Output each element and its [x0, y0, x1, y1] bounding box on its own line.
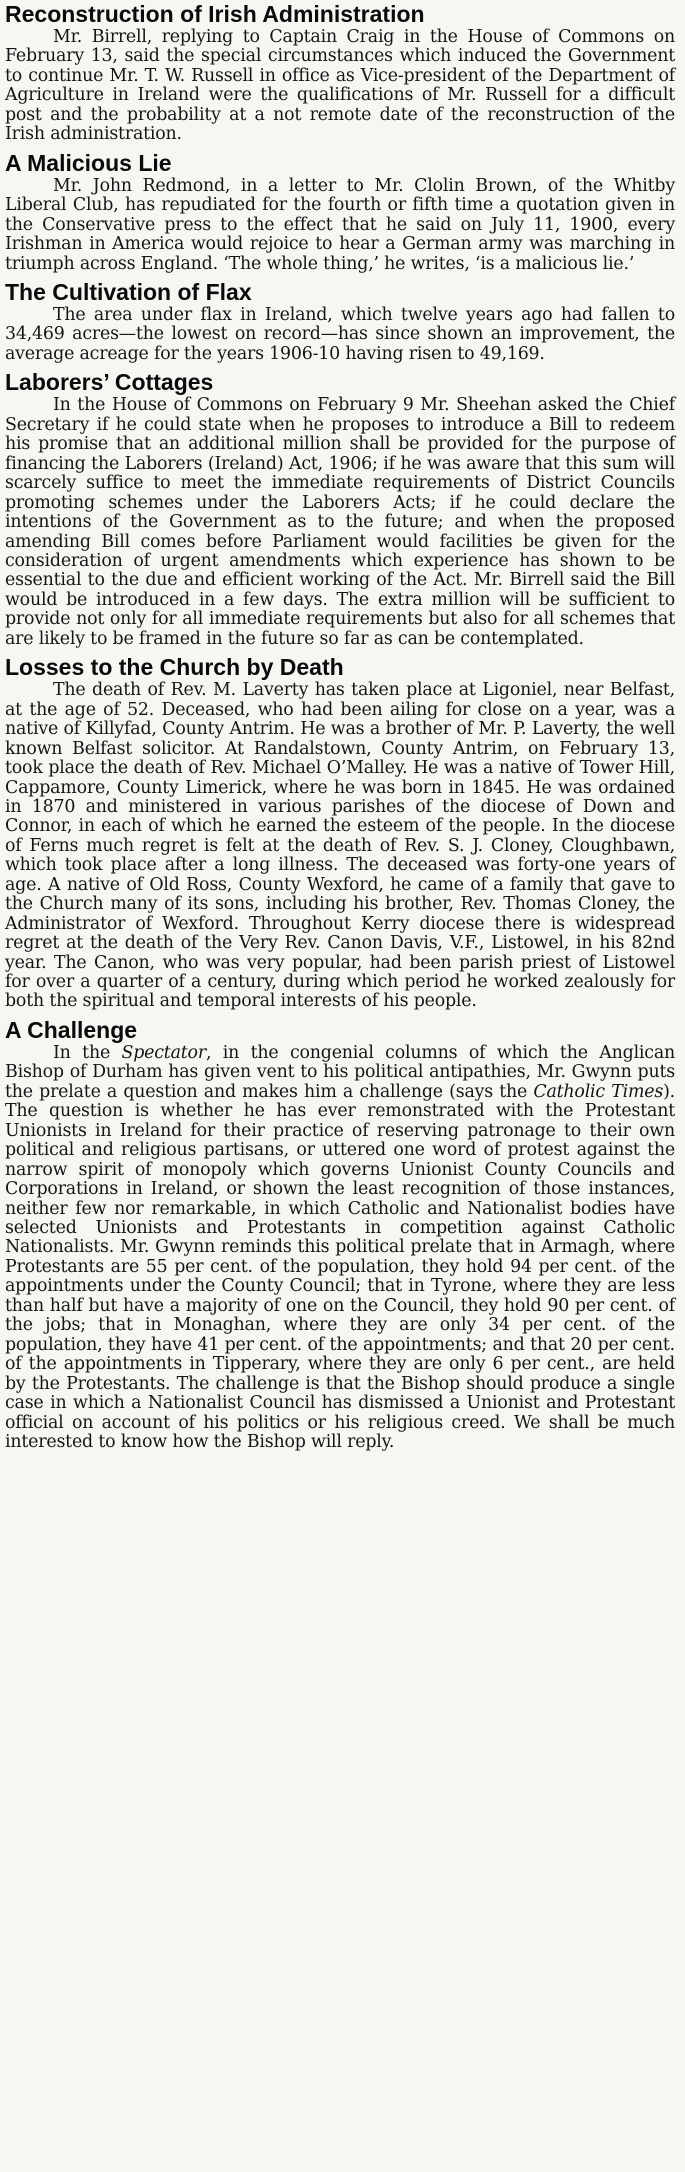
article-paragraph: Mr. Birrell, replying to Captain Craig in the House of Commons on February 13, said the special circumstances which induced the Government to continue Mr. T. W. Russell in office as Vice-president of the Department of Agriculture in Ireland were the qualifications of Mr. Russell for a difficult post and the probability at a not remote date of the reconstruction of the Irish administration.: [5, 27, 675, 145]
publication-name-spectator: Spectator: [121, 1042, 206, 1063]
paragraph-text: ). The question is whether he has ever remonstrated with the Protestant Unionists in Ireland for their practice of reserving patronage to their own political and religious partisans, or uttered one word of protest against the narrow spirit of monopoly which governs Unionist County Councils and Corporations in Ireland, or shown the least recognition of those instances, neither few nor remarkable, in which Catholic and Nationalist bodies have selected Unionists and Protestants in competition against Catholic Nationalists. Mr. Gwynn reminds this political prelate that in Armagh, where Protestants are 55 per cent. of the population, they hold 94 per cent. of the appointments under the County Council; that in Tyrone, where they are less than half but have a majority of one on the Council, they hold 90 per cent. of the jobs; that in Monaghan, where they are only 34 per cent. of the population, they have 41 per cent. of the appointments; and that 20 per cent. of the appointments in Tipperary, where they are only 6 per cent., are held by the Protestants. The challenge is that the Bishop should produce a single case in which a Nationalist Council has dismissed a Unionist and Protestant official on account of his politics or his religious creed. We shall be much interested to know how the Bishop will reply.: [5, 1081, 676, 1452]
article-losses-to-the-church-by-death: [5, 653, 675, 1012]
article-a-malicious-lie: [5, 149, 675, 274]
article-heading: A Challenge: [5, 1016, 138, 1043]
article-the-cultivation-of-flax: [5, 278, 675, 364]
paragraph-text: In the: [53, 1042, 122, 1063]
article-heading: Losses to the Church by Death: [5, 654, 344, 681]
article-heading: The Cultivation of Flax: [5, 278, 252, 305]
article-laborers-cottages: [5, 368, 675, 649]
article-paragraph: In the House of Commons on February 9 Mr. Sheehan asked the Chief Secretary if he could state when he proposes to introduce a Bill to redeem his promise that an additional million shall be provided for the purpose of financing the Laborers (Ireland) Act, 1906; if he was aware that this sum will scarcely suffice to meet the immediate requirements of District Councils promoting schemes under the Laborers Acts; if he could declare the intentions of the Government as to the future; and when the proposed amending Bill comes before Parliament would facilities be given for the consideration of urgent amendments which experience has shown to be essential to the due and efficient working of the Act. Mr. Birrell said the Bill would be introduced in a few days. The extra million will be sufficient to provide not only for all immediate requirements but also for all schemes that are likely to be framed in the future so far as can be contemplated.: [5, 395, 675, 649]
article-heading: Laborers’ Cottages: [5, 369, 214, 396]
article-a-challenge: [5, 1016, 675, 1453]
article-reconstruction-of-irish-administration: [5, 0, 675, 145]
publication-name-catholic-times: Catholic Times: [533, 1081, 664, 1102]
article-paragraph: [5, 1044, 675, 1453]
article-heading: Reconstruction of Irish Administration: [5, 1, 425, 27]
paragraph-text: , in the congenial columns of which the Anglican Bishop of Durham has given vent to his political antipathies, Mr. Gwynn puts the prelate a question and makes him a challenge (says the: [5, 1042, 675, 1102]
article-heading: A Malicious Lie: [5, 149, 172, 176]
article-paragraph: The area under flax in Ireland, which twelve years ago had fallen to 34,469 acres—the lowest on record—has since shown an improvement, the average acreage for the years 1906-10 having risen to 49,169.: [5, 304, 675, 364]
article-paragraph: The death of Rev. M. Laverty has taken place at Ligoniel, near Belfast, at the age of 52. Deceased, who had been ailing for close on a year, was a native of Killyfad, County Antrim. He was a brother of Mr. P. Laverty, the well known Belfast solicitor. At Randalstown, County Antrim, on February 13, took place the death of Rev. Michael O’Malley. He was a native of Tower Hill, Cappamore, County Limerick, where he was born in 1845. He was ordained in 1870 and ministered in various parishes of the diocese of Down and Connor, in each of which he earned the esteem of the people. In the diocese of Ferns much regret is felt at the death of Rev. S. J. Cloney, Cloughbawn, which took place after a long illness. The deceased was forty-one years of age. A native of Old Ross, County Wexford, he came of a family that gave to the Church many of its sons, including his brother, Rev. Thomas Cloney, the Administrator of Wexford. Throughout Kerry diocese there is widespread regret at the death of the Very Rev. Canon Davis, V.F., Listowel, in his 82nd year. The Canon, who was very popular, had been parish priest of Listowel for over a quarter of a century, during which period he worked zealously for both the spiritual and temporal interests of his people.: [5, 680, 675, 1012]
article-paragraph: Mr. John Redmond, in a letter to Mr. Clolin Brown, of the Whitby Liberal Club, has repudiated for the fourth or fifth time a quotation given in the Conservative press to the effect that he said on July 11, 1900, every Irishman in America would rejoice to hear a German army was marching in triumph across England. ‘The whole thing,’ he writes, ‘is a malicious lie.’: [5, 175, 675, 274]
